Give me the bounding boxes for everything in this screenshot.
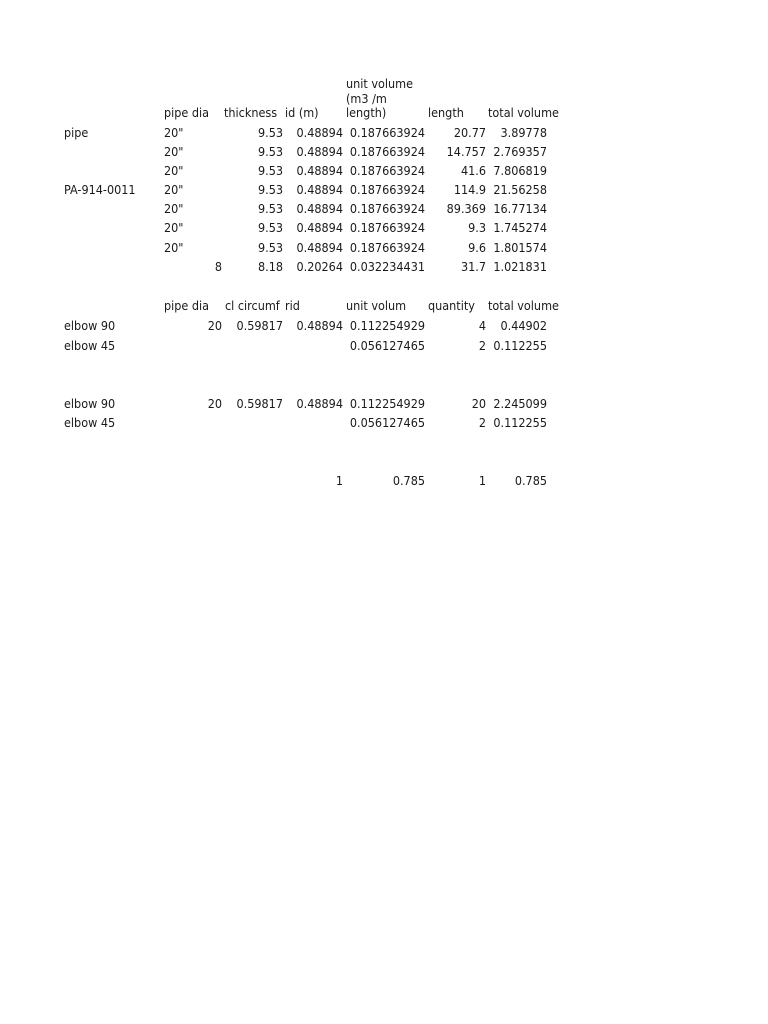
- table-row: [0, 124, 768, 143]
- row-label: pipe: [64, 125, 89, 140]
- cell-dia: 20": [164, 182, 184, 197]
- table-row: [0, 414, 768, 433]
- cell-thickness: 9.53: [257, 220, 283, 235]
- pipe-header-row: [0, 104, 768, 123]
- cell-dia: 20: [207, 318, 222, 333]
- cell-rid: 0.48894: [296, 396, 343, 411]
- cell-dia-num: 8: [214, 259, 222, 274]
- header-cl-circumf: cl circumf: [225, 298, 280, 313]
- cell-unit-volume: 0.187663924: [349, 125, 425, 140]
- cell-summary-a: 1: [335, 473, 343, 488]
- cell-dia: 20": [164, 240, 184, 255]
- cell-total-volume: 1.801574: [493, 240, 547, 255]
- header-length: length: [428, 105, 464, 120]
- header-total-volume: total volume: [488, 298, 559, 313]
- cell-id: 0.48894: [296, 201, 343, 216]
- cell-length: 9.6: [468, 240, 486, 255]
- cell-length: 114.9: [453, 182, 486, 197]
- cell-dia: 20: [207, 396, 222, 411]
- cell-total-volume: 2.769357: [493, 144, 547, 159]
- cell-qty: 2: [478, 338, 486, 353]
- cell-thickness: 9.53: [257, 182, 283, 197]
- table-row: [0, 200, 768, 219]
- cell-unit-volume: 0.187663924: [349, 163, 425, 178]
- cell-total-volume: 1.745274: [493, 220, 547, 235]
- row-label: elbow 90: [64, 396, 116, 411]
- summary-row: [0, 472, 768, 491]
- cell-thickness: 9.53: [257, 240, 283, 255]
- cell-id: 0.48894: [296, 220, 343, 235]
- cell-id: 0.48894: [296, 240, 343, 255]
- cell-dia: 20": [164, 125, 184, 140]
- table-row: [0, 317, 768, 336]
- cell-dia: 20": [164, 220, 184, 235]
- elbow-header-row: [0, 297, 768, 316]
- cell-total: 2.245099: [493, 396, 547, 411]
- cell-circumf: 0.59817: [236, 318, 283, 333]
- table-row: [0, 143, 768, 162]
- header-thickness: thickness: [224, 105, 278, 120]
- header-rid: rid: [285, 298, 300, 313]
- cell-qty: 4: [478, 318, 486, 333]
- row-label: PA-914-0011: [64, 182, 136, 197]
- cell-id: 0.48894: [296, 163, 343, 178]
- cell-summary-c: 1: [478, 473, 486, 488]
- header-total-volume: total volume: [488, 105, 559, 120]
- cell-id: 0.48894: [296, 182, 343, 197]
- cell-total-volume: 1.021831: [493, 259, 547, 274]
- cell-id: 0.20264: [296, 259, 343, 274]
- unit-volume-header-line-2: (m3 /m: [346, 90, 387, 106]
- cell-thickness: 9.53: [257, 163, 283, 178]
- cell-unit-volume: 0.187663924: [349, 201, 425, 216]
- cell-unit-volume: 0.187663924: [349, 240, 425, 255]
- cell-length: 9.3: [468, 220, 486, 235]
- cell-unit-volume: 0.187663924: [349, 182, 425, 197]
- cell-length: 20.77: [453, 125, 486, 140]
- row-label: elbow 45: [64, 415, 116, 430]
- table-row: [0, 337, 768, 356]
- cell-total: 0.44902: [500, 318, 547, 333]
- cell-unit: 0.112254929: [349, 318, 425, 333]
- cell-qty: 20: [471, 396, 486, 411]
- cell-unit-volume: 0.187663924: [349, 144, 425, 159]
- cell-dia: 20": [164, 201, 184, 216]
- cell-unit-volume: 0.032234431: [349, 259, 425, 274]
- cell-thickness: 8.18: [257, 259, 283, 274]
- header-pipe-dia: pipe dia: [164, 298, 210, 313]
- table-row: [0, 219, 768, 238]
- cell-dia: 20": [164, 144, 184, 159]
- cell-length: 89.369: [446, 201, 486, 216]
- cell-total-volume: 3.89778: [500, 125, 547, 140]
- cell-circumf: 0.59817: [236, 396, 283, 411]
- cell-length: 41.6: [460, 163, 486, 178]
- header-quantity: quantity: [428, 298, 475, 313]
- cell-total-volume: 16.77134: [493, 201, 547, 216]
- cell-dia: 20": [164, 163, 184, 178]
- cell-summary-b: 0.785: [392, 473, 425, 488]
- cell-unit: 0.112254929: [349, 396, 425, 411]
- cell-length: 31.7: [460, 259, 486, 274]
- cell-total: 0.112255: [493, 415, 547, 430]
- cell-id: 0.48894: [296, 144, 343, 159]
- cell-summary-d: 0.785: [514, 473, 547, 488]
- cell-total: 0.112255: [493, 338, 547, 353]
- table-row: [0, 239, 768, 258]
- cell-qty: 2: [478, 415, 486, 430]
- header-id: id (m): [285, 105, 319, 120]
- cell-thickness: 9.53: [257, 201, 283, 216]
- unit-volume-header-line-3: length): [346, 105, 387, 120]
- table-row: [0, 395, 768, 414]
- cell-rid: 0.48894: [296, 318, 343, 333]
- cell-total-volume: 21.56258: [493, 182, 547, 197]
- table-row: [0, 181, 768, 200]
- table-row: [0, 162, 768, 181]
- cell-unit: 0.056127465: [349, 415, 425, 430]
- unit-volume-header-line-1: unit volume: [346, 76, 414, 91]
- header-pipe-dia: pipe dia: [164, 105, 210, 120]
- cell-thickness: 9.53: [257, 125, 283, 140]
- cell-thickness: 9.53: [257, 144, 283, 159]
- cell-unit-volume: 0.187663924: [349, 220, 425, 235]
- cell-total-volume: 7.806819: [493, 163, 547, 178]
- cell-id: 0.48894: [296, 125, 343, 140]
- cell-unit: 0.056127465: [349, 338, 425, 353]
- row-label: elbow 90: [64, 318, 116, 333]
- row-label: elbow 45: [64, 338, 116, 353]
- cell-length: 14.757: [446, 144, 486, 159]
- header-unit-volum: unit volum: [346, 298, 407, 313]
- table-row: [0, 258, 768, 277]
